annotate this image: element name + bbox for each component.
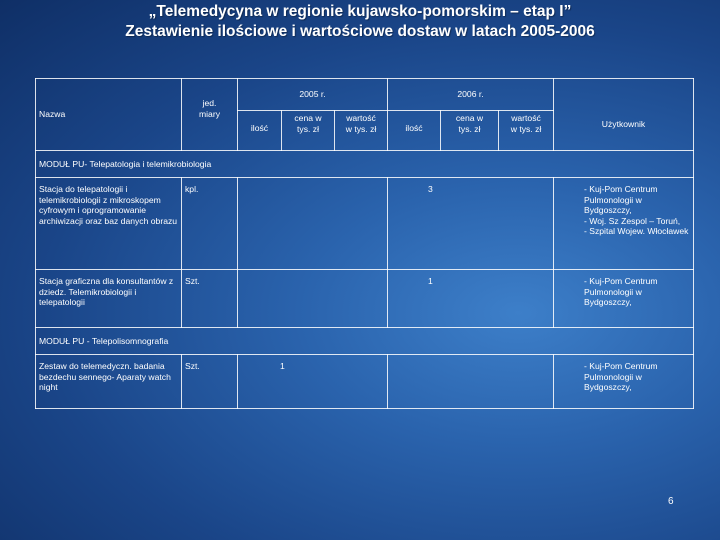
title-line-1: „Telemedycyna w regionie kujawsko-pomorskim – etap I” — [148, 3, 572, 20]
header-jed-miary: jed. miary — [182, 79, 238, 151]
cell-nazwa: Stacja graficzna dla konsultantów z dziedz. Telemikrobiologii i telepatologii — [36, 270, 182, 328]
section-title: MODUŁ PU - Telepolisomnografia — [36, 328, 694, 355]
header-wartosc-2005: wartość w tys. zł — [335, 111, 388, 151]
cell-ilosc-2005: 1 — [238, 355, 388, 409]
cell-uzytkownik: - Kuj-Pom Centrum Pulmonologii w Bydgoszczy, — [554, 355, 694, 409]
cell-uzytkownik: - Kuj-Pom Centrum Pulmonologii w Bydgoszczy, - Woj. Sz Zespol – Toruń, - Szpital Wojew. Włocławek — [554, 178, 694, 270]
header-nazwa: Nazwa — [36, 79, 182, 151]
section-row — [36, 151, 694, 178]
section-title: MODUŁ PU- Telepatologia i telemikrobiologia — [36, 151, 694, 178]
cell-jed: Szt. — [182, 355, 238, 409]
table-row — [36, 270, 694, 328]
header-cena-2006: cena w tys. zł — [441, 111, 499, 151]
table-row — [36, 355, 694, 409]
cell-nazwa: Zestaw do telemedyczn. badania bezdechu sennego- Aparaty watch night — [36, 355, 182, 409]
deliveries-table — [35, 78, 694, 409]
header-row-years — [36, 79, 694, 111]
slide-title — [0, 2, 720, 42]
header-year-2006: 2006 r. — [388, 79, 554, 111]
cell-uzytkownik: - Kuj-Pom Centrum Pulmonologii w Bydgoszczy, — [554, 270, 694, 328]
cell-nazwa: Stacja do telepatologii i telemikrobiologii z mikroskopem cyfrowym i oprogramowanie archiwizacji oraz baz danych obrazu — [36, 178, 182, 270]
section-row — [36, 328, 694, 355]
header-year-2005: 2005 r. — [238, 79, 388, 111]
cell-ilosc-2006: 1 — [388, 270, 554, 328]
header-ilosc-2005: ilość — [238, 111, 282, 151]
cell-jed: kpl. — [182, 178, 238, 270]
header-wartosc-2006: wartość w tys. zł — [499, 111, 554, 151]
table-row — [36, 178, 694, 270]
page-number: 6 — [668, 496, 674, 507]
header-cena-2005: cena w tys. zł — [282, 111, 335, 151]
title-line-2: Zestawienie ilościowe i wartościowe dostaw w latach 2005-2006 — [125, 23, 595, 40]
cell-ilosc-2006 — [388, 355, 554, 409]
cell-ilosc-2005 — [238, 178, 388, 270]
header-ilosc-2006: ilość — [388, 111, 441, 151]
cell-ilosc-2006: 3 — [388, 178, 554, 270]
cell-ilosc-2005 — [238, 270, 388, 328]
header-uzytkownik: Użytkownik — [554, 79, 694, 151]
cell-jed: Szt. — [182, 270, 238, 328]
